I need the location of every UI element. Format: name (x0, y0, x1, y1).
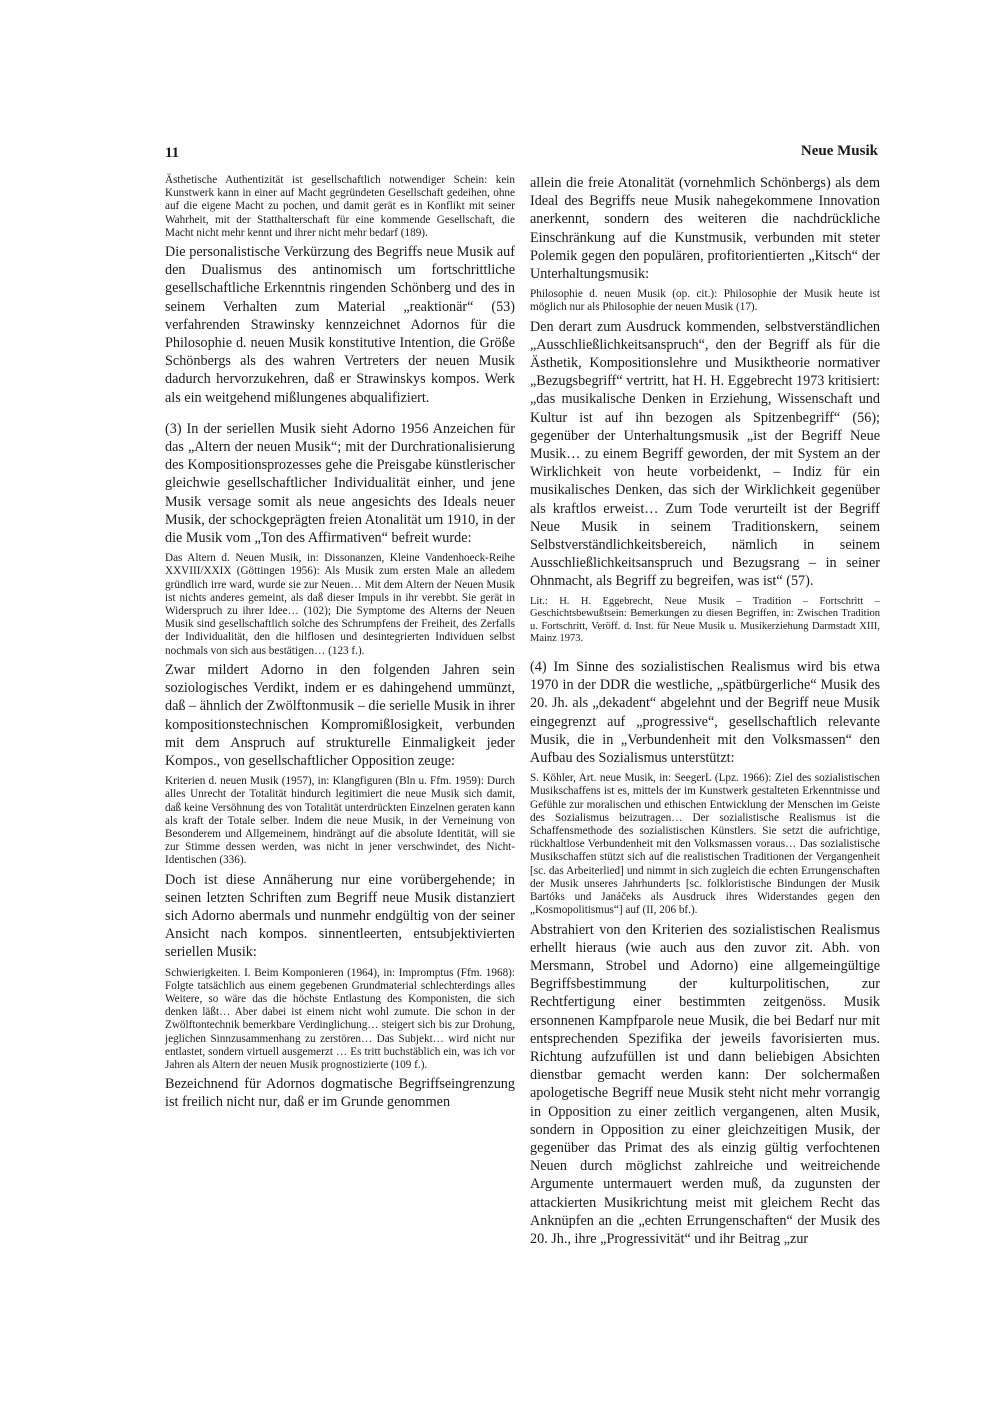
paragraph-eggebrecht: Den derart zum Ausdruck kommenden, selbstverständlichen „Ausschließlichkeitsanspruch“, den der Begriff als für die Ästhetik, Kompositionslehre und Musiktheorie normativer „Bezugsbegriff“ vertritt, hat H. H. Eggebrecht 1973 kritisiert: „das musikalische Denken in Erziehung, Wissenschaft und Kultur ist auf ihn bezogen als Spitzenbegriff“ (56); gegenüber der Unterhaltungsmusik „ist der Begriff Neue Musik… zu einem Begriff geworden, der mit System an der Wirklichkeit von heute vorbeidenkt, – Indiz für ein musikalisches Denken, das sich der Wirklichkeit gegenüber als kraftlos erweist… Zum Tode verurteilt ist der Begriff Neue Musik in seinem Traditionskern, seinem Selbstverständlichkeitsbereich, nämlich in seinem Ausschließlichkeitsanspruch und Bezugsrang – in seiner Ohnmacht, als Begriff zu begreifen, was ist“ (57). (530, 318, 880, 590)
literature-reference: Lit.: H. H. Eggebrecht, Neue Musik – Tradition – Fortschritt – Geschichtsbewußtsein: Bemerkungen zu diesen Begriffen, in: Zwischen Tradition u. Fortschritt, Veröff. d. Inst. für Neue Musik u. Musikerziehung Darmstadt XIII, Mainz 1973. (530, 595, 880, 645)
quote-kriterien: Kriterien d. neuen Musik (1957), in: Klangfiguren (Bln u. Ffm. 1959): Durch alles Unrecht der Totalität hindurch legitimiert die neue Musik sich damit, daß keine Versöhnung des von Totalität unterdrückten Einzelnen geraten kann als kraft der Totale selber. Indem die neue Musik, in der Verneinung von Besonderem und Allgemeinem, hindrängt auf die absolute Identität, will sie zur Stimme dessen werden, was nicht in jener verschwindet, des Nicht-Identischen (336). (165, 775, 515, 867)
quote-koehler: S. Köhler, Art. neue Musik, in: SeegerL (Lpz. 1966): Ziel des sozialistischen Musikschaffens ist es, mittels der im Kunstwerk gestalteten Erkenntnisse und Gefühle zur moralischen und ethischen Entwicklung der Menschen im Geiste des Sozialismus beizutragen… Der sozialistische Realismus ist die Schaffensmethode des sozialistischen Künstlers. Sie setzt die aufrichtige, rückhaltlose Verbundenheit mit den Volksmassen voraus… Das sozialistische Musikschaffen stützt sich auf die realistischen Traditionen der Vergangenheit [sc. das Arbeiterlied] und nimmt in sich zugleich die echten Errungenschaften der Musik unseres Jahrhunderts [sc. folkloristische Bindungen der Musik Bartóks und Janáčeks als Ausdruck ihres Widerstandes gegen den „Kosmopolitismus“] auf (II, 206 bf.). (530, 772, 880, 917)
paragraph-adorno-mildert: Zwar mildert Adorno in den folgenden Jahren sein soziologisches Verdikt, indem er es dahingehend ummünzt, daß – ähnlich der Zwölftonmusik – die serielle Musik in ihrer kompositionstechnischen Kompromißlosigkeit, verbunden mit dem Anspruch auf strukturelle Einmaligkeit jeder Kompos., von gesellschaftlicher Opposition zeuge: (165, 661, 515, 769)
section-4-socialist-realism: (4) Im Sinne des sozialistischen Realismus wird bis etwa 1970 in der DDR die westliche, „spätbürgerliche“ Musik des 20. Jh. als „dekadent“ abgelehnt und der Begriff neue Musik eingegrenzt auf „progressive“, gesellschaftlich relevante Musik, die in „Verbundenheit mit den Volksmassen“ den Aufbau des Sozialismus unterstützt: (530, 659, 880, 767)
running-title: Neue Musik (800, 143, 878, 159)
paragraph-abstrahiert: Abstrahiert von den Kriterien des sozialistischen Realismus erhellt hieraus (wie auch aus den zuvor zit. Abh. von Mersmann, Strobel und Adorno) eine allgemeingültige Begriffsbestimmung der kulturpolitischen, zur Rechtfertigung einer bestimmten zeitgenöss. Musik ersonnenen Kampfparole neue Musik, die bei Bedarf nur mit entsprechenden Spezifika der jeweils favorisierten mus. Richtung aufzufüllen ist und dann beliebigen Absichten dienstbar gemacht werden kann: Der solchermaßen apologetische Begriff neue Musik steht nicht mehr vorrangig in Opposition zu einer zeitlich vergangenen, alten Musik, sondern in Opposition zu einer gleichzeitigen Musik, der gegenüber das Primat des als einzig gültig verfochtenen Neuen durch möglichst zahlreiche und weitreichende Argumente untermauert werden muß, da zugunsten der attackierten Musikrichtung meist mit gleichem Recht das Anknüpfen an die „echten Errungenschaften“ der Musik des 20. Jh., ihre „Progressivität“ und ihr Beitrag „zur (530, 921, 880, 1247)
quote-philosophie: Philosophie d. neuen Musik (op. cit.): Philosophie der Musik heute ist möglich nur als Philosophie der neuen Musik (17). (530, 288, 880, 314)
paragraph-bezeichnend: Bezeichnend für Adornos dogmatische Begriffseingrenzung ist freilich nicht nur, daß er im Grunde genommen (165, 1076, 515, 1111)
paragraph-annaeherung: Doch ist diese Annäherung nur eine vorübergehende; in seinen letzten Schriften zum Begriff neue Musik distanziert sich Adorno abermals und nunmehr endgültig von der seiner Ansicht nach kompos. sinnentleerten, entsubjektivierten seriellen Musik: (165, 871, 515, 961)
page-number: 11 (165, 145, 180, 161)
right-column (530, 174, 880, 1253)
paragraph-freie-atonalitaet: allein die freie Atonalität (vornehmlich Schönbergs) als dem Ideal des Begriffs neue Musik nahegekommene Innovation anerkennt, sondern des weiteren die nachdrückliche Einschränkung auf die Kunstmusik, verbunden mit steter Polemik gegen den populären, profitorientierten „Kitsch“ der Unterhaltungsmusik: (530, 175, 880, 283)
section-3-serial-music: (3) In der seriellen Musik sieht Adorno 1956 Anzeichen für das „Altern der neuen Musik“; mit der Durchrationalisierung des Kompositionsprozesses gehe die Preisgabe künstlerischer gleichwie gesellschaftlicher Individualität einher, und jene Musik versage somit als neue angesichts des Ideals neuer Musik, der schockgeprägten freien Atonalität um 1910, in der die Musik vom „Ton des Affirmativen“ befreit wurde: (165, 420, 515, 547)
quote-schwierigkeiten: Schwierigkeiten. I. Beim Komponieren (1964), in: Impromptus (Ffm. 1968): Folgte tatsächlich aus einem gegebenen Grundmaterial schlechterdings alles Weitere, so wäre das die höchste Entlastung des Komponisten, die sich denken läßt… Aber dabei ist einem nicht wohl zumute. Die schon in der Zwölftontechnik bemerkbare Verdinglichung… steigert sich bis zur Drohung, jeglichen Sinnzusammenhang zu zerstören… Das Subjekt… wird nicht nur entlastet, sondern virtuell ausgemerzt … Es tritt buchstäblich ein, was ich vor Jahren als Altern der neuen Musik prognostizierte (109 f.). (165, 966, 515, 1071)
quote-aesthetic-authenticity: Ästhetische Authentizität ist gesellschaftlich notwendiger Schein: kein Kunstwerk kann in einer auf Macht gegründeten Gesellschaft gedeihen, ohne auf die eigene Macht zu pochen, und damit gerät es in Konflikt mit seiner Wahrheit, mit der Statthalterschaft für eine kommende Gesellschaft, die Macht nicht mehr kennt und ihrer nicht mehr bedarf (189). (165, 174, 515, 239)
paragraph-personalist-reduction: Die personalistische Verkürzung des Begriffs neue Musik auf den Dualismus des antinomisch um fortschrittliche gesellschaftliche Erkenntnis ringenden Schönberg und des in seinem Verhalten zum Material „reaktionär“ (53) verfahrenden Strawinsky kennzeichnet Adornos für die Philosophie d. neuen Musik konstitutive Intention, die Größe Schönbergs als des wahren Vertreters der neuen Musik dadurch hervorzukehren, daß er Strawinskys kompos. Werk als ein weitgehend mißlungenes abqualifiziert. (165, 244, 515, 406)
left-column (165, 174, 515, 1117)
quote-altern-neuen-musik: Das Altern d. Neuen Musik, in: Dissonanzen, Kleine Vandenhoeck-Reihe XXVIII/XXIX (Göttingen 1956): Als Musik zum ersten Male an alledem gründlich irre ward, wurde sie zur Neuen… Mit dem Altern der Neuen Musik ist nichts anderes gemeint, als daß dieser Impuls in ihr verebbt. Sie gerät in Widerspruch zu ihrer Idee… (102); Die Symptome des Alterns der Neuen Musik sind gesellschaftlich solche des Schrumpfens der Freiheit, des Zerfalls der Individualität, den die hilflosen und desintegrierten Individuen selbst nochmals von sich aus bestätigen… (123 f.). (165, 552, 515, 657)
